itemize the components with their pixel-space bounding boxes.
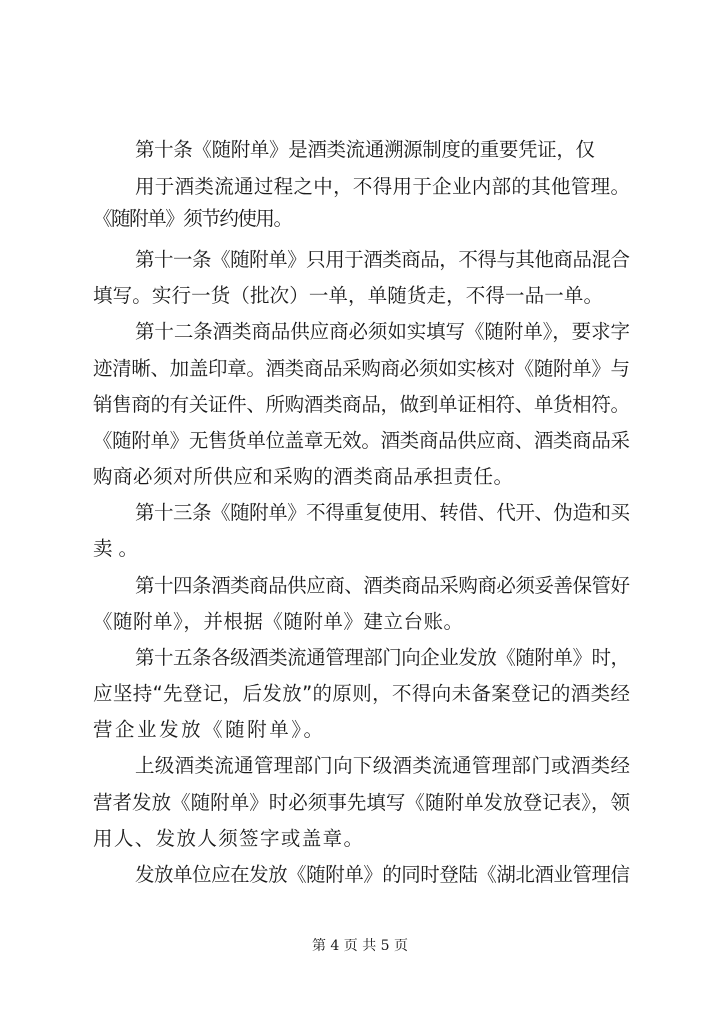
paragraph-line: 迹清晰、加盖印章。酒类商品采购商必须如实核对《随附单》与 — [93, 357, 630, 380]
paragraph-line: 应坚持“先登记，后发放”的原则，不得向未备案登记的酒类经 — [93, 682, 631, 705]
paragraph-line: 用人、发放人须签字或盖章。 — [93, 827, 365, 850]
page-number-footer: 第 4 页 共 5 页 — [311, 938, 409, 954]
paragraph-line: 第十五条各级酒类流通管理部门向企业发放《随附单》时， — [135, 646, 630, 669]
paragraph-line: 《随附单》须节约使用。 — [93, 207, 292, 230]
paragraph-line: 第十四条酒类商品供应商、酒类商品采购商必须妥善保管好 — [135, 574, 630, 597]
paragraph-line: 销售商的有关证件、所购酒类商品，做到单证相符、单货相符。 — [93, 393, 630, 416]
paragraph-line: 发放单位应在发放《随附单》的同时登陆《湖北酒业管理信 — [135, 863, 630, 886]
paragraph-line: 《随附单》无售货单位盖章无效。酒类商品供应商、酒类商品采 — [93, 429, 630, 452]
paragraph-line: 购商必须对所供应和采购的酒类商品承担责任。 — [93, 465, 514, 488]
paragraph-line: 卖。 — [93, 537, 145, 560]
paragraph-line: 用于酒类流通过程之中，不得用于企业内部的其他管理。 — [135, 175, 631, 198]
paragraph-line: 第十一条《随附单》只用于酒类商品，不得与其他商品混合 — [135, 248, 630, 271]
paragraph-line: 上级酒类流通管理部门向下级酒类流通管理部门或酒类经 — [135, 754, 631, 777]
paragraph-line: 第十三条《随附单》不得重复使用、转借、代开、伪造和买 — [135, 501, 630, 524]
paragraph-line: 营者发放《随附单》时必须事先填写《随附单发放登记表》，领 — [93, 791, 631, 814]
paragraph-line: 填写。实行一货（批次）一单，单随货走，不得一品一单。 — [93, 284, 604, 307]
paragraph-line: 第十二条酒类商品供应商必须如实填写《随附单》，要求字 — [135, 320, 630, 343]
paragraph-line: 第十条《随附单》是酒类流通溯源制度的重要凭证，仅 — [135, 138, 595, 161]
paragraph-line: 营企业发放《随附单》。 — [93, 718, 326, 741]
paragraph-line: 《随附单》，并根据《随附单》建立台账。 — [93, 610, 464, 633]
